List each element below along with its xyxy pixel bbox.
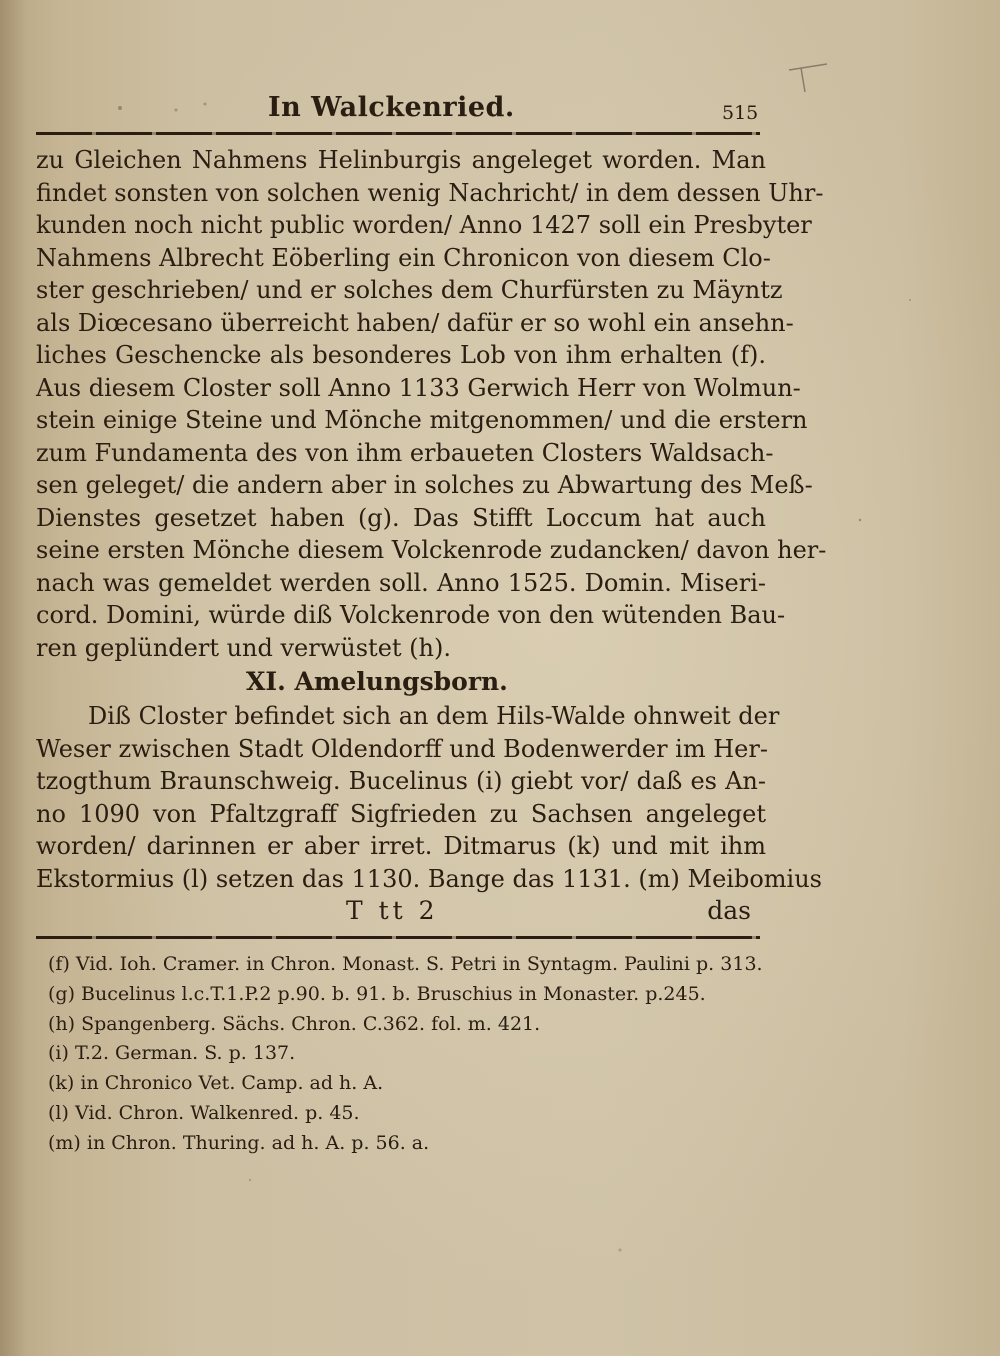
running-head: [40, 88, 760, 128]
footnote-rule: [36, 936, 760, 939]
text-line: tzogthum Braunschweig. Bucelinus (i) giebt vor/ daß es An-: [36, 767, 766, 795]
running-head-title: In Walckenried.: [268, 92, 515, 123]
main-text: [36, 144, 827, 895]
text-line: worden/ darinnen er aber irret. Ditmarus (k) und mit ihm: [36, 832, 766, 860]
text-line: ster geschrieben/ und er solches dem Churfürsten zu Mäyntz: [36, 276, 783, 304]
text-line: Ekstormius (l) setzen das 1130. Bange das 1131. (m) Meibomius: [36, 864, 822, 893]
section-heading: XI. Amelungsborn.: [246, 667, 508, 696]
footnote: (i) T.2. German. S. p. 137.: [48, 1042, 296, 1065]
footnotes: [48, 950, 768, 1159]
footnote: (h) Spangenberg. Sächs. Chron. C.362. fol. m. 421.: [48, 1012, 541, 1035]
text-line: Weser zwischen Stadt Oldendorff und Bodenwerder im Her-: [36, 734, 768, 763]
text-line: no 1090 von Pfaltzgraff Sigfrieden zu Sachsen angeleget: [36, 799, 766, 828]
text-line: kunden noch nicht public worden/ Anno 1427 soll ein Presbyter: [36, 211, 812, 239]
footnote: (g) Bucelinus l.c.T.1.P.2 p.90. b. 91. b. Bruschius in Monaster. p.245.: [48, 982, 706, 1005]
text-line: liches Geschencke als besonderes Lob von ihm erhalten (f).: [36, 341, 766, 369]
text-line: cord. Domini, würde diß Volckenrode von den wütenden Bau-: [36, 601, 786, 629]
pencil-mark-icon: [787, 58, 837, 98]
text-line: ren geplündert und verwüstet (h).: [36, 633, 451, 662]
text-line: seine ersten Mönche diesem Volckenrode zudancken/ davon her-: [36, 536, 827, 564]
text-line: sen geleget/ die andern aber in solches zu Abwartung des Meß-: [36, 471, 813, 499]
text-line: Dienstes gesetzet haben (g). Das Stifft Loccum hat auch: [36, 503, 766, 532]
text-line: Diß Closter befindet sich an dem Hils-Walde ohnweit der: [88, 702, 780, 730]
footnote: (f) Vid. Ioh. Cramer. in Chron. Monast. S. Petri in Syntagm. Paulini p. 313.: [48, 953, 763, 975]
footnote: (m) in Chron. Thuring. ad h. A. p. 56. a.: [48, 1131, 430, 1154]
footnote: (k) in Chronico Vet. Camp. ad h. A.: [48, 1072, 384, 1095]
text-line: Aus diesem Closter soll Anno 1133 Gerwich Herr von Wolmun-: [36, 373, 801, 402]
text-line: findet sonsten von solchen wenig Nachricht/ in dem dessen Uhr-: [36, 178, 824, 207]
text-line: stein einige Steine und Mönche mitgenommen/ und die erstern: [36, 406, 808, 434]
signature-line: [36, 896, 751, 928]
catchword: das: [707, 896, 751, 925]
text-line: nach was gemeldet werden soll. Anno 1525. Domin. Miseri-: [36, 568, 766, 597]
text-line: zu Gleichen Nahmens Helinburgis angeleget worden. Man: [36, 146, 766, 174]
text-line: zum Fundamenta des von ihm erbaueten Closters Waldsach-: [36, 438, 774, 467]
page-number: 515: [722, 102, 759, 124]
signature-mark: T tt 2: [346, 896, 439, 925]
text-line: als Diœcesano überreicht haben/ dafür er so wohl ein ansehn-: [36, 308, 794, 337]
footnote: (l) Vid. Chron. Walkenred. p. 45.: [48, 1101, 360, 1124]
text-line: Nahmens Albrecht Eöberling ein Chronicon von diesem Clo-: [36, 243, 771, 272]
header-rule: [36, 132, 760, 135]
